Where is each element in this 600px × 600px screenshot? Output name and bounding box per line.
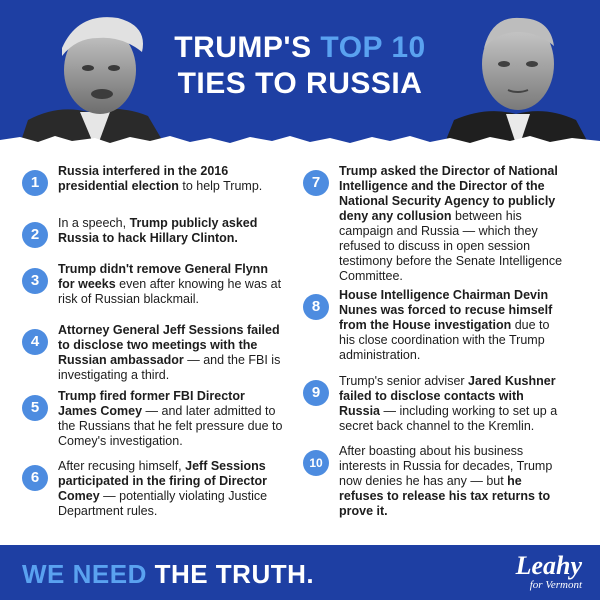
logo-subtitle: for Vermont [529, 579, 582, 591]
list-item [303, 444, 568, 524]
list-item [22, 216, 287, 262]
number-badge: 5 [22, 395, 48, 421]
page-title: TRUMP'S TOP 10 TIES TO RUSSIA [174, 31, 426, 100]
footer-banner [0, 545, 600, 600]
number-badge: 10 [303, 450, 329, 476]
item-text: Trump fired former FBI Director James Comey — and later admitted to the Russians that he felt pressure due to Comey's investigation. [58, 389, 283, 448]
list-item [303, 164, 568, 288]
list-item [22, 164, 287, 216]
number-badge: 6 [22, 465, 48, 491]
number-badge: 1 [22, 170, 48, 196]
item-text: Trump's senior adviser Jared Kushner failed to disclose contacts with Russia — including working to set up a secret back channel to the Kremlin. [339, 374, 558, 433]
item-text: In a speech, Trump publicly asked Russia to hack Hillary Clinton. [58, 216, 258, 245]
item-text: House Intelligence Chairman Devin Nunes was forced to recuse himself from the House investigation due to his close coordination with the Trump administration. [339, 288, 553, 362]
number-badge: 7 [303, 170, 329, 196]
list-item [22, 323, 287, 389]
item-text: Trump didn't remove General Flynn for weeks even after knowing he was at risk of Russian blackmail. [58, 262, 282, 306]
item-text: Attorney General Jeff Sessions failed to disclose two meetings with the Russian ambassador — and the FBI is investigating a third. [58, 323, 281, 382]
list-column-right [303, 164, 568, 524]
number-badge: 9 [303, 380, 329, 406]
number-badge: 3 [22, 268, 48, 294]
slogan: WE NEED THE TRUTH. [22, 559, 315, 589]
number-badge: 2 [22, 222, 48, 248]
list-item [22, 389, 287, 459]
item-text: Trump asked the Director of National Intelligence and the Director of the National Security Agency to publicly deny any collusion between his campaign and Russia — which they refused to discuss in open session testimony before the Senate Intelligence Committee. [339, 164, 563, 283]
item-text: Russia interfered in the 2016 presidential election to help Trump. [58, 164, 263, 193]
list-item [22, 262, 287, 323]
number-badge: 8 [303, 294, 329, 320]
list-item [303, 288, 568, 374]
torn-edge [0, 126, 600, 156]
list-column-left [22, 164, 287, 525]
item-text: After recusing himself, Jeff Sessions participated in the firing of Director Comey — potentially violating Justice Department rules. [58, 459, 268, 518]
logo-name: Leahy [515, 551, 582, 580]
item-text: After boasting about his business interests in Russia for decades, Trump now denies he has any — but he refuses to release his tax returns to prove it. [339, 444, 553, 518]
list-item [22, 459, 287, 525]
list-item [303, 374, 568, 444]
number-badge: 4 [22, 329, 48, 355]
campaign-logo [516, 553, 582, 591]
